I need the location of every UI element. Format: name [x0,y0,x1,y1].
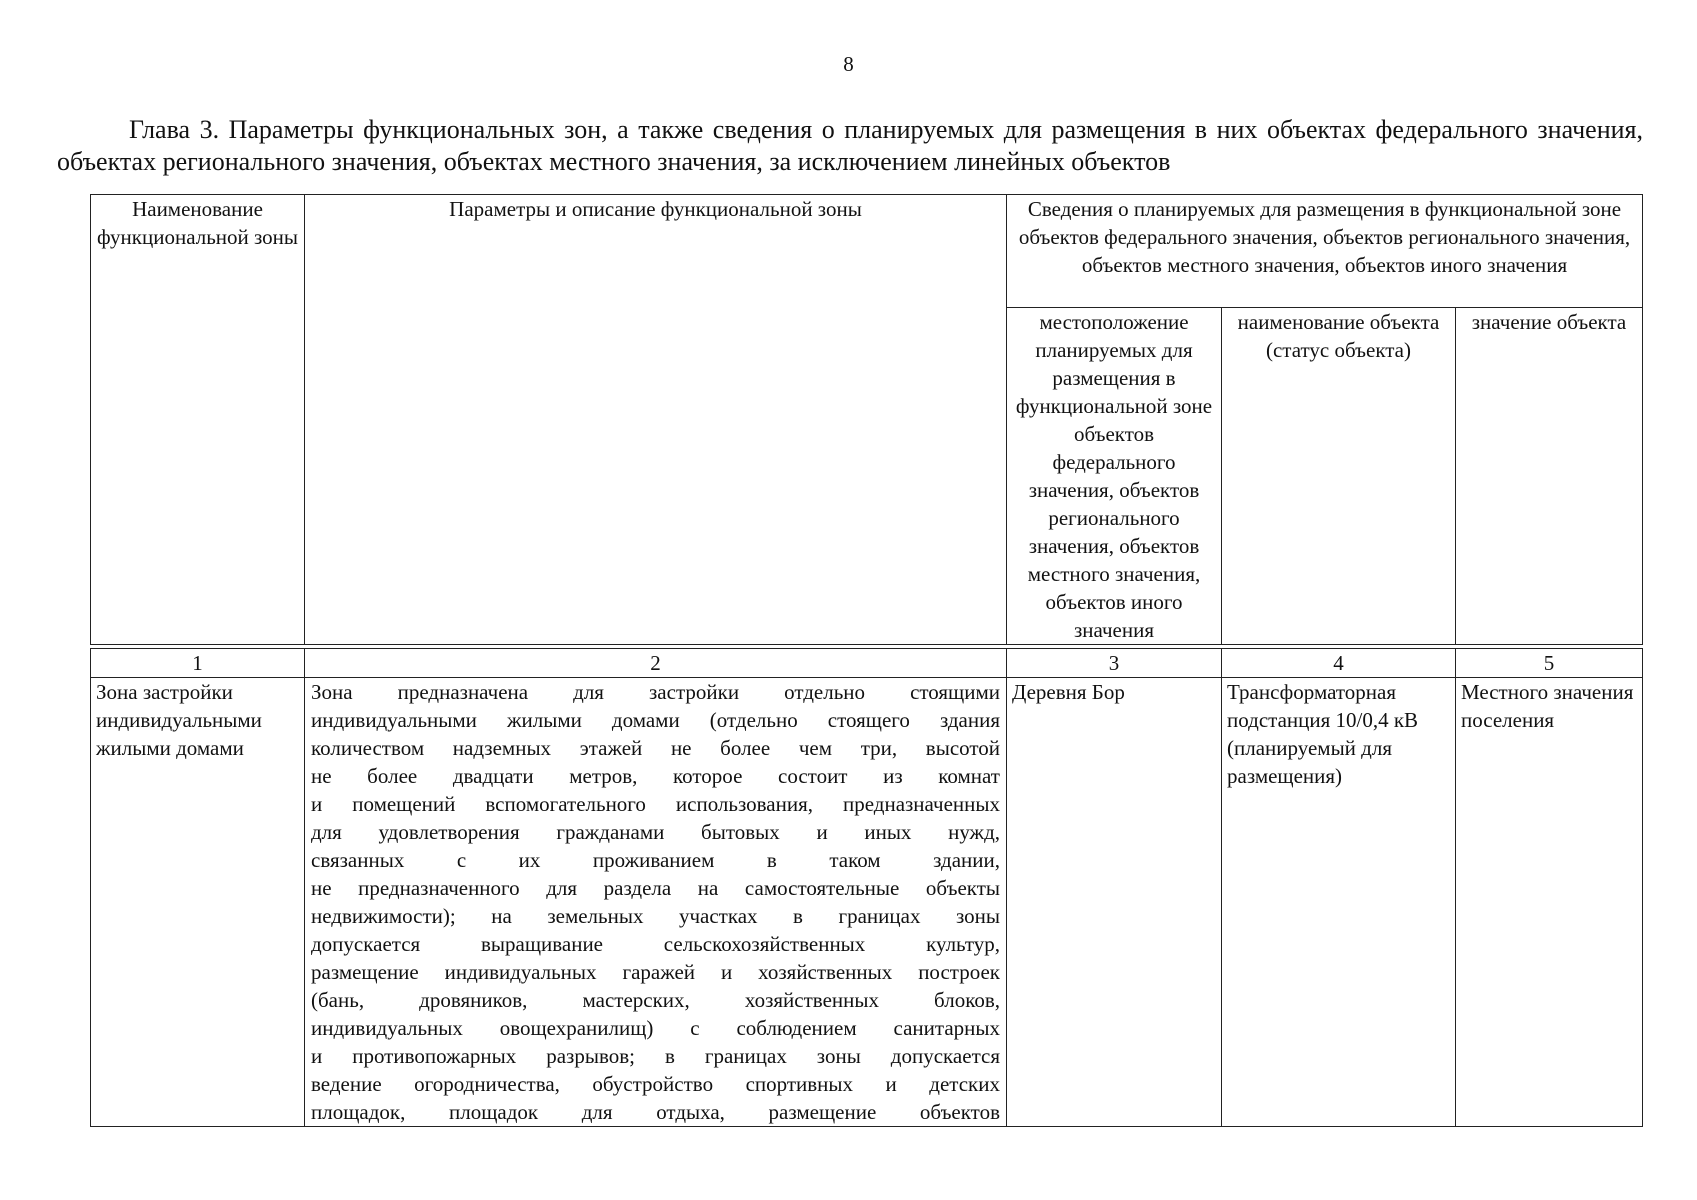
description-line: связанных с их проживанием в таком здании, [311,848,1000,872]
chapter-title: Глава 3. Параметры функциональных зон, а также сведения о планируемых для размещения в них объектах федерального значения, объектах регионального значения, объектах местного значения, за исключением линейных объектов [57,115,1643,176]
header-planned-objects: Сведения о планируемых для размещения в функциональной зоне объектов федерального значения, объектов регионального значения, объектов местного значения, объектов иного значения [1007,195,1643,308]
column-number: 4 [1222,649,1456,678]
header-zone-name: Наименование функциональной зоны [91,195,305,645]
page-number: 8 [843,52,854,76]
column-number: 1 [91,649,305,678]
table-body [90,648,1643,1127]
description-line: количеством надземных этажей не более чем три, высотой [311,736,1000,760]
description-line: допускается выращивание сельскохозяйственных культур, [311,932,1000,956]
column-number: 3 [1007,649,1222,678]
header-zone-parameters: Параметры и описание функциональной зоны [305,195,1007,645]
description-line: и противопожарных разрывов; в границах зоны допускается [311,1044,1000,1068]
description-line: индивидуальных овощехранилищ) с соблюдением санитарных [311,1016,1000,1040]
description-line: размещение индивидуальных гаражей и хозяйственных построек [311,960,1000,984]
column-numbers-row [91,649,1643,678]
description-line: не более двадцати метров, которое состоит из комнат [311,764,1000,788]
object-name-cell: Трансформаторная подстанция 10/0,4 кВ (планируемый для размещения) [1222,678,1456,1127]
description-line: (бань, дровяников, мастерских, хозяйственных блоков, [311,988,1000,1012]
table-header [90,194,1643,645]
column-number: 2 [305,649,1007,678]
header-location: местоположение планируемых для размещения в функциональной зоне объектов федерального значения, объектов регионального значения, объектов местного значения, объектов иного значения [1007,308,1222,645]
description-line: ведение огородничества, обустройство спортивных и детских [311,1072,1000,1096]
description-line: Зона предназначена для застройки отдельно стоящими [311,680,1000,704]
object-value-cell: Местного значения поселения [1456,678,1643,1127]
zone-name-cell: Зона застройки индивидуальными жилыми домами [91,678,305,1127]
description-line: индивидуальными жилыми домами (отдельно стоящего здания [311,708,1000,732]
description-line: не предназначенного для раздела на самостоятельные объекты [311,876,1000,900]
description-line: и помещений вспомогательного использования, предназначенных [311,792,1000,816]
header-object-name: наименование объекта (статус объекта) [1222,308,1456,645]
description-line: для удовлетворения гражданами бытовых и иных нужд, [311,820,1000,844]
header-object-value: значение объекта [1456,308,1643,645]
description-line: площадок, площадок для отдыха, размещение объектов [311,1100,1000,1124]
description-line: недвижимости); на земельных участках в границах зоны [311,904,1000,928]
location-cell: Деревня Бор [1007,678,1222,1127]
table-row [91,678,1643,1127]
zone-description-cell [305,678,1007,1127]
column-number: 5 [1456,649,1643,678]
